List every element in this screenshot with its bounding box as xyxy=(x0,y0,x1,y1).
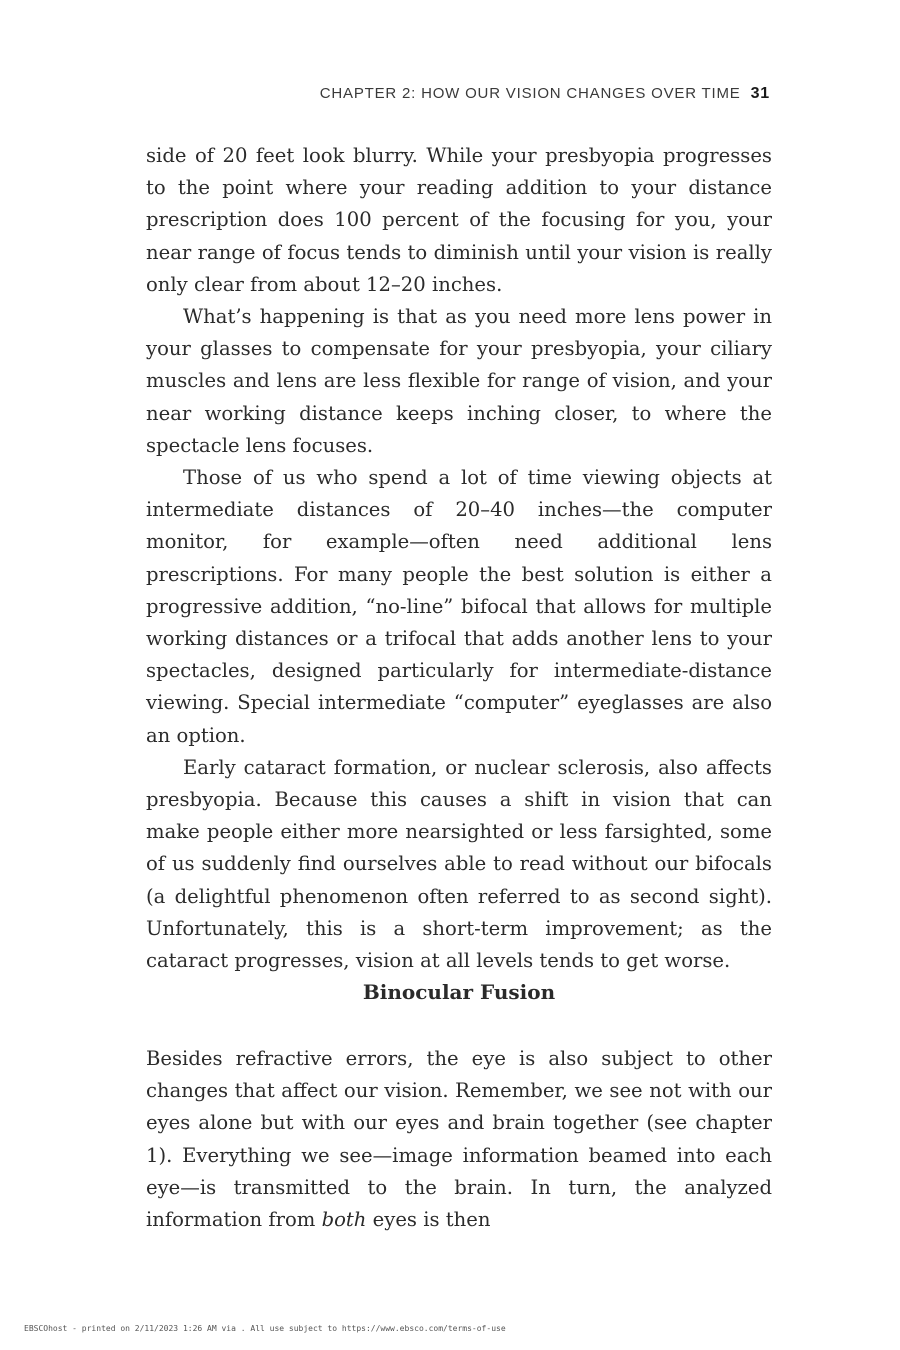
running-header xyxy=(320,85,770,103)
body-text xyxy=(146,140,772,977)
paragraph: Early cataract formation, or nuclear sclerosis, also affects presbyopia. Because this causes a shift in vision that can make people either more nearsighted or less farsighted, some of us suddenly find ourselves able to read without our bifocals (a delightful phenomenon often referred to as second sight). Unfortunately, this is a short-term improvement; as the cataract progresses, vision at all levels tends to get worse. xyxy=(146,755,772,973)
paragraph-text: eyes is then xyxy=(366,1208,491,1232)
emphasis-text: both xyxy=(321,1208,367,1232)
paragraph: side of 20 feet look blurry. While your presbyopia progresses to the point where your reading addition to your distance prescription does 100 percent of the focusing for you, your near range of focus tends to diminish until your vision is really only clear from about 12–20 inches. xyxy=(146,144,772,296)
section-body-text xyxy=(146,1043,772,1236)
page-number: 31 xyxy=(750,85,770,102)
paragraph: Those of us who spend a lot of time viewing objects at intermediate distances of 20–40 inches—the computer monitor, for example—often need additional lens prescriptions. For many people the best solution is either a progressive addition, “no-line” bifocal that allows for multiple working distances or a trifocal that adds another lens to your spectacles, designed particularly for intermediate-distance viewing. Special intermediate “computer” eyeglasses are also an option. xyxy=(146,466,772,747)
paragraph: What’s happening is that as you need more lens power in your glasses to compensate for your presbyopia, your ciliary muscles and lens are less flexible for range of vision, and your near working distance keeps inching closer, to where the spectacle lens focuses. xyxy=(146,305,772,457)
print-footer: EBSCOhost - printed on 2/11/2023 1:26 AM via . All use subject to https://www.ebsco.com/terms-of-use xyxy=(24,1324,506,1333)
section-heading: Binocular Fusion xyxy=(362,980,556,1004)
running-title: CHAPTER 2: HOW OUR VISION CHANGES OVER TIME xyxy=(319,85,741,102)
paragraph xyxy=(146,1043,772,1236)
paragraph-text: Besides refractive errors, the eye is also subject to other changes that affect our vision. Remember, we see not with our eyes alone but with our eyes and brain together (see chapter 1). Everything we see—image information beamed into each eye—is transmitted to the brain. In turn, the analyzed information from xyxy=(146,1047,772,1232)
